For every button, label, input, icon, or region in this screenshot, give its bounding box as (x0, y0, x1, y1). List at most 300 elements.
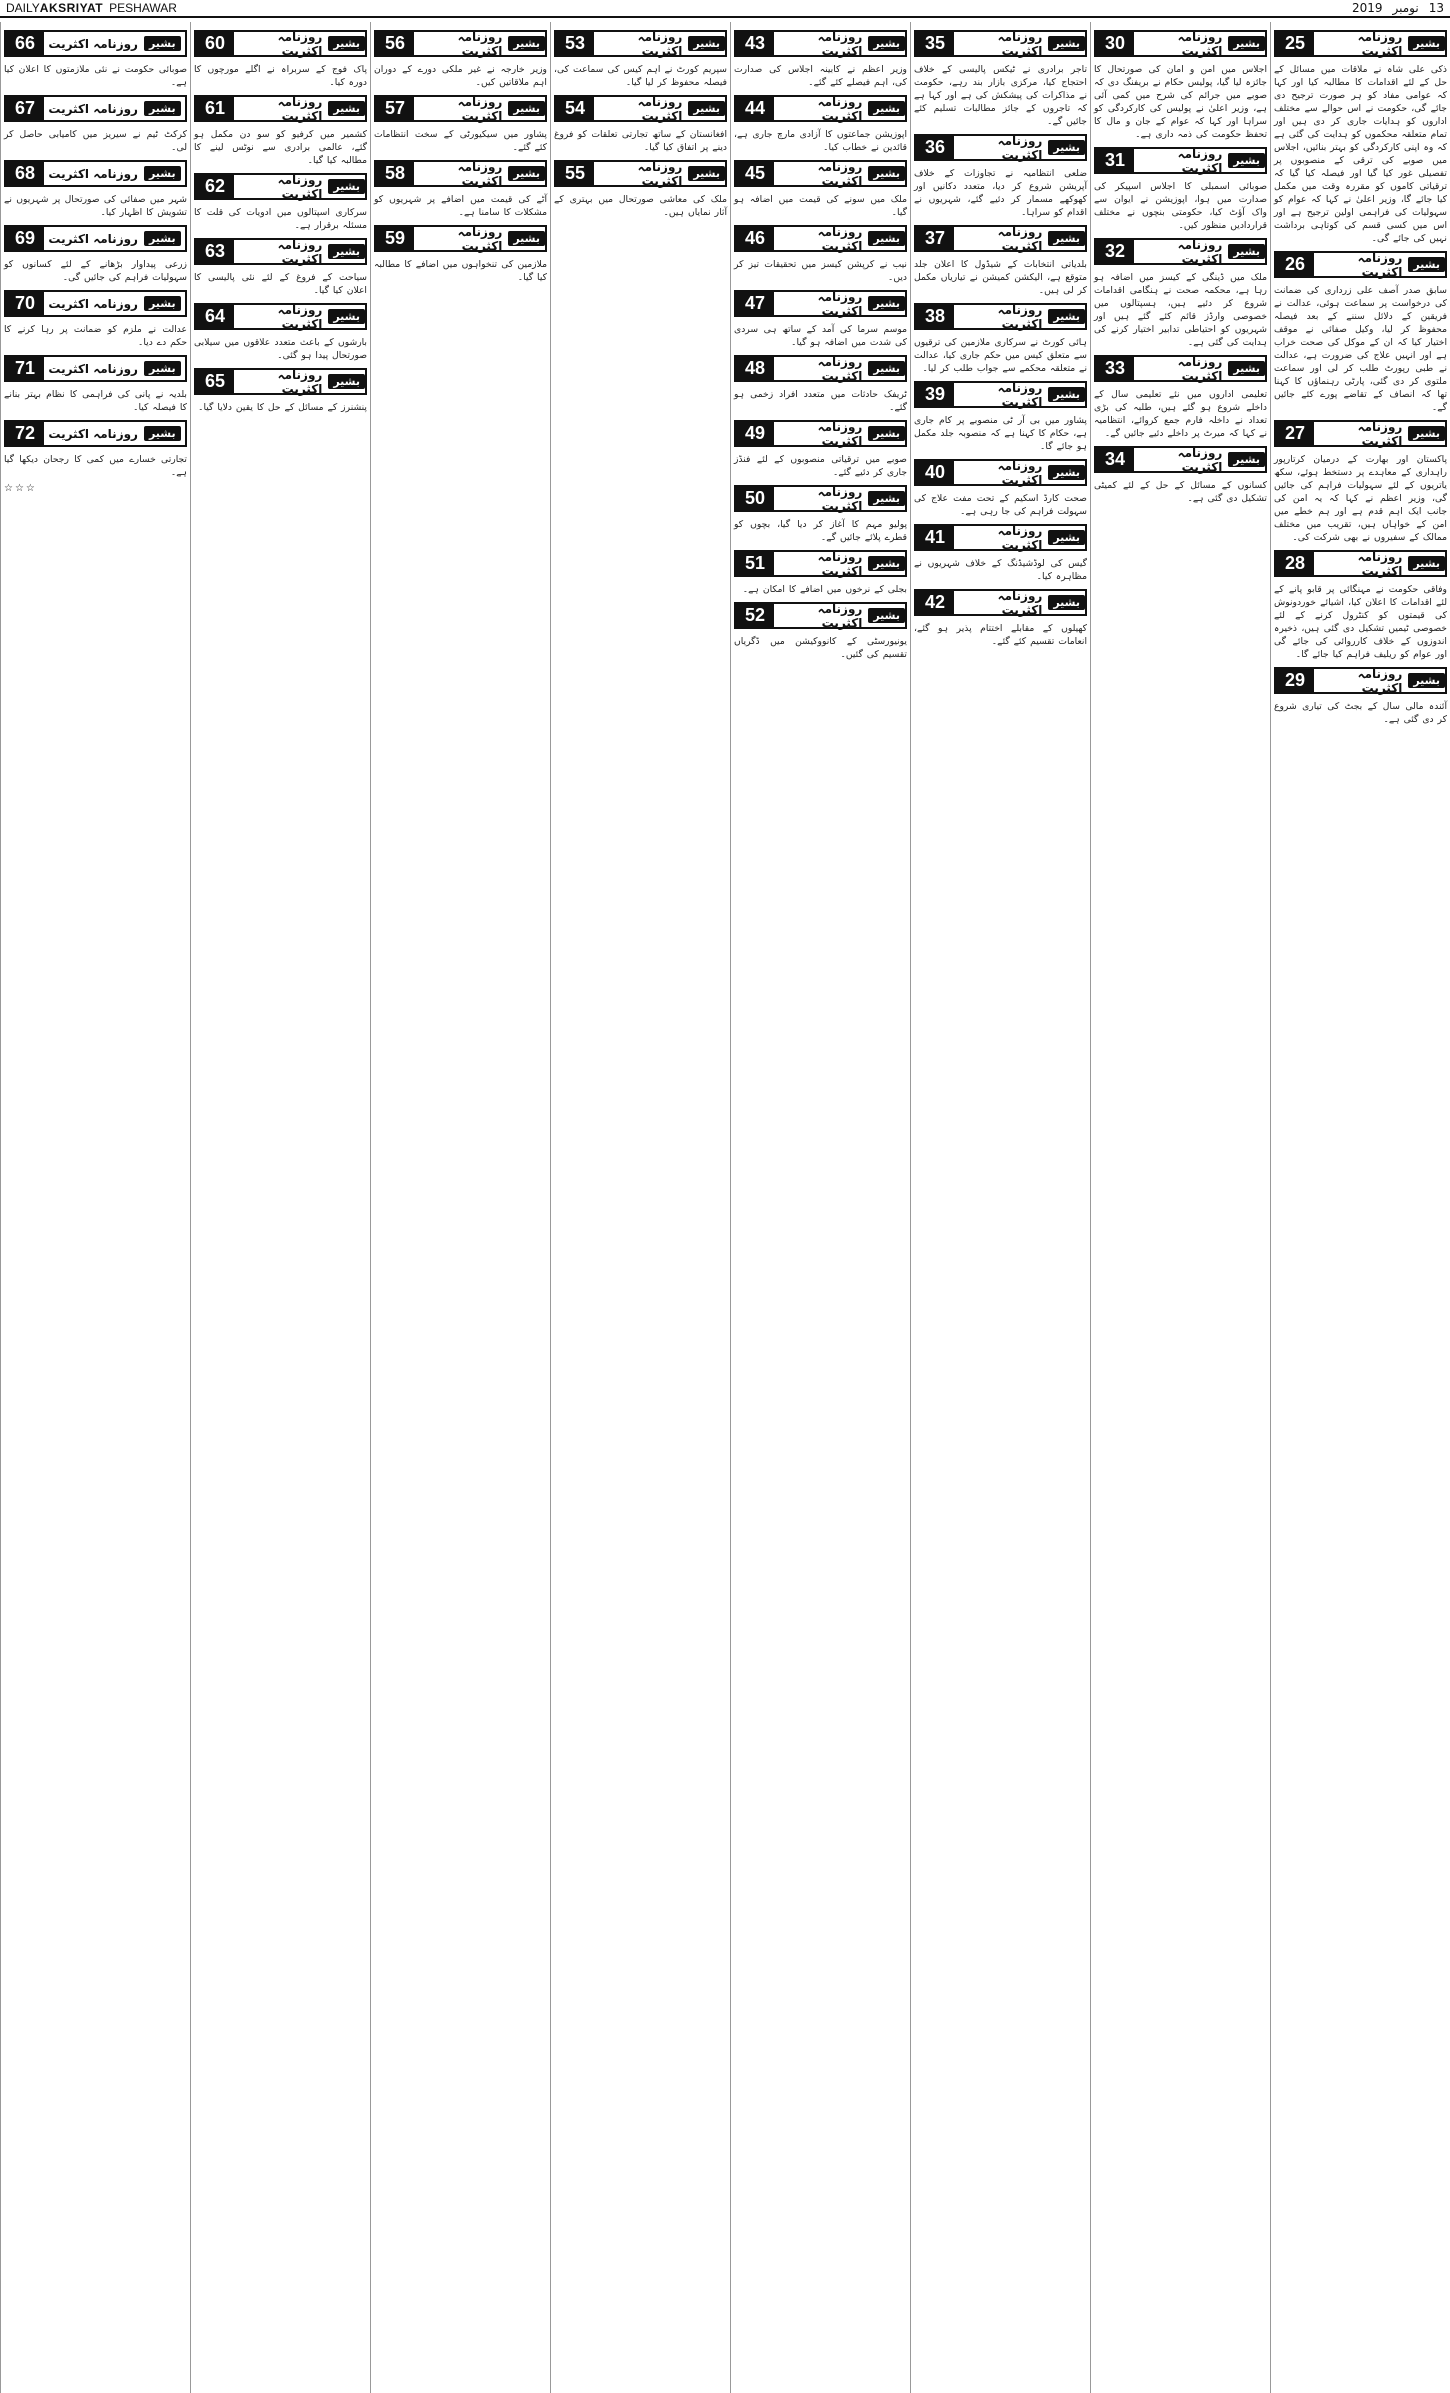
section-banner (554, 95, 727, 122)
section-number: 36 (916, 136, 954, 159)
section-banner (374, 30, 547, 57)
section-label (774, 224, 905, 253)
section-number: 47 (736, 292, 774, 315)
section-label (1134, 354, 1265, 383)
section-paper-name: روزنامہ اکثریت (1177, 445, 1223, 474)
article-text: تعلیمی اداروں میں نئے تعلیمی سال کے داخلے شروع ہو گئے ہیں، طلبہ کی بڑی تعداد نے داخلہ فارم جمع کروائے، انتظامیہ نے کہا کہ میرٹ پر داخلے دئیے جائیں گے۔ (1094, 389, 1267, 439)
section-label (774, 419, 905, 448)
section-stamp: بشیر (328, 101, 365, 116)
article-text: سرکاری اسپتالوں میں ادویات کی قلت کا مسئلہ برقرار ہے۔ (194, 207, 367, 231)
section-label (1134, 445, 1265, 474)
section-paper-name: روزنامہ اکثریت (997, 133, 1043, 162)
section-banner (1094, 147, 1267, 174)
section-banner (1274, 667, 1447, 694)
section-banner (4, 160, 187, 187)
section-stamp: بشیر (1048, 595, 1085, 610)
section-paper-name: روزنامہ اکثریت (277, 29, 323, 58)
section-label (954, 224, 1085, 253)
section-number: 31 (1096, 149, 1134, 172)
section-stamp: بشیر (688, 36, 725, 51)
section-number: 33 (1096, 357, 1134, 380)
article-text: بجلی کے نرخوں میں اضافے کا امکان ہے۔ (742, 584, 907, 595)
section-number: 65 (196, 370, 234, 393)
section-label (234, 367, 365, 396)
news-column (550, 22, 730, 2393)
section-number: 51 (736, 552, 774, 575)
section-label (234, 237, 365, 266)
section-number: 42 (916, 591, 954, 614)
section-paper-name: روزنامہ اکثریت (277, 172, 323, 201)
section-stamp: بشیر (144, 296, 181, 311)
article-text: صوبے میں ترقیاتی منصوبوں کے لئے فنڈز جاری کر دئیے گئے۔ (734, 454, 907, 478)
section-stamp: بشیر (144, 426, 181, 441)
section-paper-name: روزنامہ اکثریت (817, 549, 863, 578)
section-label (774, 94, 905, 123)
section-stamp: بشیر (508, 231, 545, 246)
section-label (954, 302, 1085, 331)
section-number: 29 (1276, 669, 1314, 692)
article-text: پاکستان اور بھارت کے درمیان کرتارپور راہداری کے معاہدے پر دستخط ہوئے، سکھ یاتریوں کے لئے سہولیات فراہم کی جائیں گی، وزیر اعظم نے کہا کہ یہ امن کی جانب ایک اہم قدم ہے اور ہم خطے میں امن کے خواہاں ہیں، تقریب میں مختلف ممالک کے سفیروں نے بھی شرکت کی۔ (1274, 454, 1447, 543)
end-mark: ☆☆☆ (4, 483, 37, 494)
article-text: سپریم کورٹ نے اہم کیس کی سماعت کی، فیصلہ محفوظ کر لیا گیا۔ (554, 64, 727, 88)
section-paper-name: روزنامہ اکثریت (997, 29, 1043, 58)
section-stamp: بشیر (328, 244, 365, 259)
section-banner (914, 134, 1087, 161)
section-number: 48 (736, 357, 774, 380)
article-text: کشمیر میں کرفیو کو سو دن مکمل ہو گئے، عالمی برادری سے نوٹس لینے کا مطالبہ کیا گیا۔ (194, 129, 367, 166)
section-banner (4, 290, 187, 317)
section-paper-name: روزنامہ اکثریت (1177, 237, 1223, 266)
section-number: 61 (196, 97, 234, 120)
masthead-daily: DAILY (6, 1, 40, 15)
section-number: 67 (6, 97, 44, 120)
section-stamp: بشیر (328, 36, 365, 51)
article-text: وزیر خارجہ نے غیر ملکی دورے کے دوران اہم ملاقاتیں کیں۔ (374, 64, 547, 88)
section-stamp: بشیر (868, 296, 905, 311)
section-paper-name: روزنامہ اکثریت (997, 458, 1043, 487)
section-stamp: بشیر (688, 101, 725, 116)
section-paper-name: روزنامہ اکثریت (817, 94, 863, 123)
section-number: 64 (196, 305, 234, 328)
section-paper-name: روزنامہ اکثریت (457, 94, 503, 123)
article-text: ملازمین کی تنخواہوں میں اضافے کا مطالبہ کیا گیا۔ (374, 259, 547, 283)
news-column (910, 22, 1090, 2393)
section-label (1314, 666, 1445, 695)
section-label (1314, 29, 1445, 58)
news-column (730, 22, 910, 2393)
section-banner (1274, 420, 1447, 447)
section-paper-name: روزنامہ اکثریت (277, 302, 323, 331)
section-paper-name: روزنامہ اکثریت (1357, 29, 1403, 58)
section-paper-name: روزنامہ اکثریت (48, 166, 138, 181)
article-text: کسانوں کے مسائل کے حل کے لئے کمیٹی تشکیل دی گئی ہے۔ (1094, 480, 1267, 504)
section-stamp: بشیر (868, 556, 905, 571)
article-text: اپوزیشن جماعتوں کا آزادی مارچ جاری ہے، قائدین نے خطاب کیا۔ (734, 129, 907, 153)
section-stamp: بشیر (144, 231, 181, 246)
section-paper-name: روزنامہ اکثریت (277, 237, 323, 266)
section-paper-name: روزنامہ اکثریت (277, 94, 323, 123)
section-paper-name: روزنامہ اکثریت (1357, 549, 1403, 578)
article-text: وفاقی حکومت نے مہنگائی پر قابو پانے کے لئے اقدامات کا اعلان کیا، اشیائے خوردونوش کی قیمتوں کو کنٹرول کرنے کے لئے خصوصی ٹیمیں تشکیل دی گئی ہیں، ذخیرہ اندوزوں کے خلاف کارروائی کی جائے گی اور عوام کو ریلیف فراہم کیا جائے گا۔ (1274, 584, 1447, 660)
date-year: 2019 (1351, 1, 1383, 15)
section-stamp: بشیر (868, 426, 905, 441)
section-label (774, 549, 905, 578)
section-banner (1274, 550, 1447, 577)
section-banner (914, 459, 1087, 486)
section-paper-name: روزنامہ اکثریت (817, 29, 863, 58)
section-paper-name: روزنامہ اکثریت (457, 29, 503, 58)
masthead-brand (6, 1, 177, 15)
section-stamp: بشیر (868, 361, 905, 376)
section-label (954, 523, 1085, 552)
section-paper-name: روزنامہ اکثریت (817, 159, 863, 188)
section-label (234, 94, 365, 123)
section-number: 68 (6, 162, 44, 185)
section-number: 27 (1276, 422, 1314, 445)
article-text: پاک فوج کے سربراہ نے اگلے مورچوں کا دورہ کیا۔ (194, 64, 367, 88)
section-label (954, 29, 1085, 58)
article-text: صوبائی حکومت نے نئی ملازمتوں کا اعلان کیا ہے۔ (4, 64, 187, 88)
section-paper-name: روزنامہ اکثریت (1177, 146, 1223, 175)
section-banner (4, 225, 187, 252)
section-stamp: بشیر (1408, 556, 1445, 571)
news-column (0, 22, 190, 2393)
article-text: بلدیہ نے پانی کی فراہمی کا نظام بہتر بنانے کا فیصلہ کیا۔ (4, 389, 187, 413)
section-banner (914, 225, 1087, 252)
section-banner (1094, 446, 1267, 473)
section-banner (194, 238, 367, 265)
section-stamp: بشیر (688, 166, 725, 181)
section-label (774, 289, 905, 318)
section-banner (914, 381, 1087, 408)
section-stamp: بشیر (868, 231, 905, 246)
section-stamp: بشیر (1228, 452, 1265, 467)
section-number: 55 (556, 162, 594, 185)
section-paper-name: روزنامہ اکثریت (48, 36, 138, 51)
masthead (0, 0, 1450, 18)
section-banner (194, 173, 367, 200)
article-text: پشاور میں سیکیورٹی کے سخت انتظامات کئے گئے۔ (374, 129, 547, 153)
section-banner (734, 160, 907, 187)
section-number: 56 (376, 32, 414, 55)
section-paper-name: روزنامہ اکثریت (817, 354, 863, 383)
section-banner (374, 225, 547, 252)
section-paper-name: روزنامہ اکثریت (457, 224, 503, 253)
section-stamp: بشیر (868, 36, 905, 51)
section-stamp: بشیر (1228, 36, 1265, 51)
date-day: 13 (1428, 1, 1444, 15)
article-text: کھیلوں کے مقابلے اختتام پذیر ہو گئے، انعامات تقسیم کئے گئے۔ (914, 623, 1087, 647)
section-paper-name: روزنامہ اکثریت (277, 367, 323, 396)
section-stamp: بشیر (1048, 530, 1085, 545)
masthead-city: PESHAWAR (109, 1, 177, 15)
article-text: آئندہ مالی سال کے بجٹ کی تیاری شروع کر دی گئی ہے۔ (1274, 701, 1447, 725)
article-text: تاجر برادری نے ٹیکس پالیسی کے خلاف احتجاج کیا، مرکزی بازار بند رہے، حکومت نے مذاکرات کی پیشکش کی ہے اور کہا ہے کہ تاجروں کے جائز مطالبات تسلیم کئے جائیں گے۔ (914, 64, 1087, 127)
section-number: 52 (736, 604, 774, 627)
section-label (1314, 419, 1445, 448)
news-column (190, 22, 370, 2393)
section-paper-name: روزنامہ اکثریت (997, 224, 1043, 253)
section-label (234, 29, 365, 58)
article-text: سابق صدر آصف علی زرداری کی ضمانت کی درخواست پر سماعت ہوئی، عدالت نے فریقین کے دلائل سننے کے بعد فیصلہ محفوظ کر لیا، وکیل صفائی نے موقف اختیار کیا کہ ان کے موکل کی صحت خراب ہے اور انہیں علاج کی ضرورت ہے، عدالت نے طبی رپورٹ طلب کر لی اور سماعت ملتوی کر دی گئی، پارٹی رہنماؤں کا کہنا تھا کہ انصاف کے تقاضے پورے کئے جائیں گے۔ (1274, 285, 1447, 413)
section-paper-name: روزنامہ اکثریت (1357, 666, 1403, 695)
section-stamp: بشیر (144, 101, 181, 116)
article-text: پنشنرز کے مسائل کے حل کا یقین دلایا گیا۔ (198, 402, 367, 413)
section-number: 46 (736, 227, 774, 250)
section-number: 62 (196, 175, 234, 198)
section-paper-name: روزنامہ اکثریت (817, 419, 863, 448)
article-text: زرعی پیداوار بڑھانے کے لئے کسانوں کو سہولیات فراہم کی جائیں گی۔ (4, 259, 187, 283)
section-paper-name: روزنامہ اکثریت (817, 601, 863, 630)
section-number: 59 (376, 227, 414, 250)
article-text: اجلاس میں امن و امان کی صورتحال کا جائزہ لیا گیا، پولیس حکام نے بریفنگ دی کہ صوبے میں جرائم کی شرح میں کمی آئی ہے، وزیر اعلیٰ نے پولیس کی کارکردگی کو سراہا اور کہا کہ عوام کے جان و مال کا تحفظ حکومت کی ذمہ داری ہے۔ (1094, 64, 1267, 140)
section-number: 69 (6, 227, 44, 250)
section-banner (194, 30, 367, 57)
section-stamp: بشیر (868, 491, 905, 506)
section-label (414, 29, 545, 58)
section-label (594, 94, 725, 123)
section-label (1134, 29, 1265, 58)
section-banner (554, 160, 727, 187)
section-banner (1274, 251, 1447, 278)
section-banner (734, 602, 907, 629)
article-text: نیب نے کرپشن کیسز میں تحقیقات تیز کر دیں۔ (734, 259, 907, 283)
section-paper-name: روزنامہ اکثریت (48, 231, 138, 246)
section-paper-name: روزنامہ اکثریت (1357, 419, 1403, 448)
article-text: ذکی علی شاہ نے ملاقات میں مسائل کے حل کے لئے اقدامات کا مطالبہ کیا اور کہا کہ عوامی مفاد کو ہر صورت ترجیح دی جائے گی، حکومت نے اس حوالے سے مختلف اداروں کو ہدایات جاری کر دی ہیں اور تمام متعلقہ محکموں کو ہدایت کی گئی ہے کہ وہ اپنی کارکردگی کو بہتر بنائیں، اجلاس میں صوبے کی ترقی کے منصوبوں پر تفصیلی غور کیا گیا اور فیصلہ کیا گیا کہ ترقیاتی کاموں کو مقررہ وقت میں مکمل کیا جائے گا، وزیر اعلیٰ نے کہا کہ عوام کو سہولیات کی فراہمی اولین ترجیح ہے اور اس میں کسی قسم کی کوتاہی برداشت نہیں کی جائے گی۔ (1274, 64, 1447, 244)
section-stamp: بشیر (144, 361, 181, 376)
section-number: 50 (736, 487, 774, 510)
section-banner (1094, 30, 1267, 57)
section-label (774, 484, 905, 513)
section-banner (374, 95, 547, 122)
section-paper-name: روزنامہ اکثریت (48, 426, 138, 441)
section-banner (4, 355, 187, 382)
section-label (414, 94, 545, 123)
section-banner (194, 95, 367, 122)
section-number: 41 (916, 526, 954, 549)
section-banner (374, 160, 547, 187)
section-stamp: بشیر (1228, 361, 1265, 376)
section-banner (734, 290, 907, 317)
section-stamp: بشیر (144, 166, 181, 181)
section-number: 39 (916, 383, 954, 406)
article-text: افغانستان کے ساتھ تجارتی تعلقات کو فروغ دینے پر اتفاق کیا گیا۔ (554, 129, 727, 153)
article-text: صوبائی اسمبلی کا اجلاس اسپیکر کی صدارت میں ہوا، اپوزیشن نے ایوان سے واک آؤٹ کیا، حکومتی بنچوں نے مختلف قراردادیں منظور کیں۔ (1094, 181, 1267, 231)
section-banner (4, 95, 187, 122)
section-label (414, 224, 545, 253)
section-number: 40 (916, 461, 954, 484)
section-banner (4, 30, 187, 57)
section-number: 54 (556, 97, 594, 120)
section-banner (734, 420, 907, 447)
section-paper-name: روزنامہ اکثریت (817, 289, 863, 318)
section-stamp: بشیر (1408, 426, 1445, 441)
section-stamp: بشیر (1048, 231, 1085, 246)
section-label (774, 601, 905, 630)
article-text: آٹے کی قیمت میں اضافے پر شہریوں کو مشکلات کا سامنا ہے۔ (374, 194, 547, 218)
masthead-title: AKSRIYAT (39, 1, 104, 15)
section-number: 26 (1276, 253, 1314, 276)
section-stamp: بشیر (1228, 244, 1265, 259)
article-text: ملک میں ڈینگی کے کیسز میں اضافہ ہو رہا ہے، محکمہ صحت نے ہنگامی اقدامات شروع کر دئیے ہیں، ہسپتالوں میں خصوصی وارڈز قائم کئے گئے ہیں اور شہریوں کو احتیاطی تدابیر اختیار کرنے کی ہدایت کی گئی ہے۔ (1094, 272, 1267, 348)
section-number: 66 (6, 32, 44, 55)
section-label (44, 227, 185, 250)
section-banner (734, 355, 907, 382)
section-stamp: بشیر (1048, 309, 1085, 324)
section-stamp: بشیر (508, 101, 545, 116)
section-label (954, 458, 1085, 487)
news-column (1090, 22, 1270, 2393)
article-text: وزیر اعظم نے کابینہ اجلاس کی صدارت کی، اہم فیصلے کئے گئے۔ (734, 64, 907, 88)
section-stamp: بشیر (868, 608, 905, 623)
news-columns (0, 22, 1450, 2393)
section-label (234, 302, 365, 331)
section-number: 58 (376, 162, 414, 185)
section-number: 43 (736, 32, 774, 55)
section-stamp: بشیر (328, 179, 365, 194)
section-banner (4, 420, 187, 447)
section-paper-name: روزنامہ اکثریت (997, 523, 1043, 552)
section-label (414, 159, 545, 188)
section-stamp: بشیر (1228, 153, 1265, 168)
section-banner (734, 550, 907, 577)
section-label (774, 354, 905, 383)
section-stamp: بشیر (1408, 673, 1445, 688)
section-stamp: بشیر (868, 101, 905, 116)
section-label (44, 97, 185, 120)
article-text: تجارتی خسارے میں کمی کا رجحان دیکھا گیا ہے۔ (4, 454, 187, 478)
section-banner (914, 30, 1087, 57)
article-text: ضلعی انتظامیہ نے تجاوزات کے خلاف آپریشن شروع کر دیا، متعدد دکانیں اور کھوکھے مسمار کر دئیے گئے، شہریوں نے اقدام کو سراہا۔ (914, 168, 1087, 218)
section-paper-name: روزنامہ اکثریت (48, 101, 138, 116)
section-banner (554, 30, 727, 57)
section-label (1134, 237, 1265, 266)
section-number: 32 (1096, 240, 1134, 263)
section-label (774, 159, 905, 188)
section-paper-name: روزنامہ اکثریت (817, 484, 863, 513)
section-label (774, 29, 905, 58)
section-label (954, 588, 1085, 617)
article-text: گیس کی لوڈشیڈنگ کے خلاف شہریوں نے مظاہرہ کیا۔ (914, 558, 1087, 582)
section-banner (1094, 355, 1267, 382)
section-paper-name: روزنامہ اکثریت (997, 302, 1043, 331)
date-month: نومبر (1392, 1, 1419, 15)
section-banner (914, 303, 1087, 330)
news-column (1270, 22, 1450, 2393)
section-label (954, 133, 1085, 162)
section-number: 30 (1096, 32, 1134, 55)
section-paper-name: روزنامہ اکثریت (637, 159, 683, 188)
section-label (1314, 250, 1445, 279)
section-label (594, 159, 725, 188)
section-stamp: بشیر (1048, 140, 1085, 155)
article-text: ٹریفک حادثات میں متعدد افراد زخمی ہو گئے۔ (734, 389, 907, 413)
section-number: 57 (376, 97, 414, 120)
section-number: 60 (196, 32, 234, 55)
article-text: عدالت نے ملزم کو ضمانت پر رہا کرنے کا حکم دے دیا۔ (4, 324, 187, 348)
article-text: ہائی کورٹ نے سرکاری ملازمین کی ترقیوں سے متعلق کیس میں حکم جاری کیا، عدالت نے متعلقہ محکمے سے جواب طلب کر لیا۔ (914, 337, 1087, 374)
section-banner (734, 485, 907, 512)
section-label (44, 162, 185, 185)
article-text: شہر میں صفائی کی صورتحال پر شہریوں نے تشویش کا اظہار کیا۔ (4, 194, 187, 218)
section-label (44, 422, 185, 445)
section-paper-name: روزنامہ اکثریت (637, 29, 683, 58)
section-banner (734, 30, 907, 57)
section-number: 72 (6, 422, 44, 445)
article-text: بارشوں کے باعث متعدد علاقوں میں سیلابی صورتحال پیدا ہو گئی۔ (194, 337, 367, 361)
section-number: 45 (736, 162, 774, 185)
section-banner (194, 303, 367, 330)
section-stamp: بشیر (328, 374, 365, 389)
section-number: 71 (6, 357, 44, 380)
section-number: 70 (6, 292, 44, 315)
section-label (1314, 549, 1445, 578)
article-text: ملک کی معاشی صورتحال میں بہتری کے آثار نمایاں ہیں۔ (554, 194, 727, 218)
section-number: 38 (916, 305, 954, 328)
section-banner (914, 524, 1087, 551)
section-label (44, 357, 185, 380)
section-paper-name: روزنامہ اکثریت (997, 588, 1043, 617)
section-stamp: بشیر (1048, 465, 1085, 480)
section-stamp: بشیر (144, 36, 181, 51)
section-paper-name: روزنامہ اکثریت (1177, 354, 1223, 383)
article-text: سیاحت کے فروغ کے لئے نئی پالیسی کا اعلان کیا گیا۔ (194, 272, 367, 296)
section-paper-name: روزنامہ اکثریت (48, 296, 138, 311)
section-label (1134, 146, 1265, 175)
section-banner (1274, 30, 1447, 57)
section-label (44, 292, 185, 315)
section-number: 53 (556, 32, 594, 55)
section-stamp: بشیر (328, 309, 365, 324)
section-banner (734, 225, 907, 252)
article-text: صحت کارڈ اسکیم کے تحت مفت علاج کی سہولت فراہم کی جا رہی ہے۔ (914, 493, 1087, 517)
section-number: 44 (736, 97, 774, 120)
section-paper-name: روزنامہ اکثریت (1357, 250, 1403, 279)
section-banner (914, 589, 1087, 616)
article-text: پولیو مہم کا آغاز کر دیا گیا، بچوں کو قطرے پلائے جائیں گے۔ (734, 519, 907, 543)
article-text: یونیورسٹی کے کانووکیشن میں ڈگریاں تقسیم کی گئیں۔ (734, 636, 907, 660)
section-paper-name: روزنامہ اکثریت (457, 159, 503, 188)
section-paper-name: روزنامہ اکثریت (817, 224, 863, 253)
section-paper-name: روزنامہ اکثریت (637, 94, 683, 123)
section-stamp: بشیر (1408, 257, 1445, 272)
article-text: بلدیاتی انتخابات کے شیڈول کا اعلان جلد متوقع ہے، الیکشن کمیشن نے تیاریاں مکمل کر لی ہیں۔ (914, 259, 1087, 296)
section-number: 28 (1276, 552, 1314, 575)
section-paper-name: روزنامہ اکثریت (997, 380, 1043, 409)
section-stamp: بشیر (508, 166, 545, 181)
section-label (954, 380, 1085, 409)
section-stamp: بشیر (1408, 36, 1445, 51)
section-banner (734, 95, 907, 122)
section-banner (194, 368, 367, 395)
section-label (44, 32, 185, 55)
section-number: 34 (1096, 448, 1134, 471)
article-text: موسم سرما کی آمد کے ساتھ ہی سردی کی شدت میں اضافہ ہو گیا۔ (734, 324, 907, 348)
article-text: پشاور میں بی آر ٹی منصوبے پر کام جاری ہے، حکام کا کہنا ہے کہ منصوبہ جلد مکمل ہو جائے گا۔ (914, 415, 1087, 452)
section-number: 63 (196, 240, 234, 263)
article-text: کرکٹ ٹیم نے سیریز میں کامیابی حاصل کر لی۔ (4, 129, 187, 153)
section-number: 35 (916, 32, 954, 55)
section-number: 49 (736, 422, 774, 445)
section-banner (1094, 238, 1267, 265)
section-stamp: بشیر (868, 166, 905, 181)
section-stamp: بشیر (508, 36, 545, 51)
article-text: ملک میں سونے کی قیمت میں اضافہ ہو گیا۔ (734, 194, 907, 218)
section-paper-name: روزنامہ اکثریت (48, 361, 138, 376)
section-number: 25 (1276, 32, 1314, 55)
section-label (594, 29, 725, 58)
